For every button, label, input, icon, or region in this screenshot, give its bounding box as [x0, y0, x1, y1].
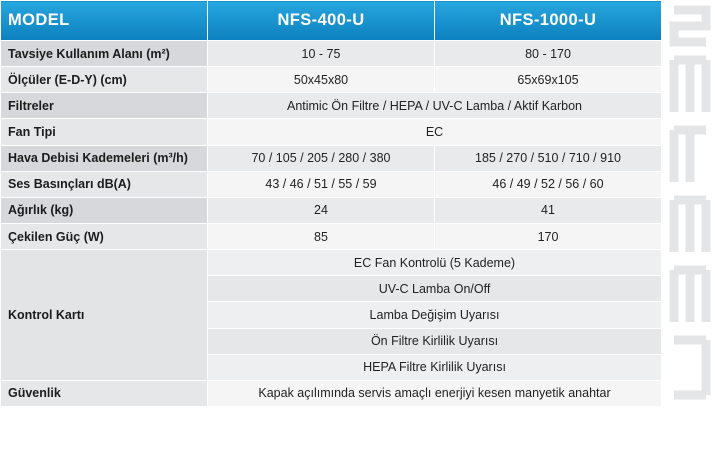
cell-value: 170 — [435, 223, 662, 249]
row-label: Ses Basınçları dB(A) — [1, 171, 208, 197]
cell-value: 80 - 170 — [435, 41, 662, 67]
header-model-nfs-400-u: NFS-400-U — [208, 1, 435, 41]
cell-value: 65x69x105 — [435, 67, 662, 93]
cell-value: 70 / 105 / 205 / 280 / 380 — [208, 145, 435, 171]
cell-value: 85 — [208, 223, 435, 249]
row-weight — [1, 197, 662, 223]
cell-value: 46 / 49 / 52 / 56 / 60 — [435, 171, 662, 197]
cell-value: 43 / 46 / 51 / 55 / 59 — [208, 171, 435, 197]
row-label: Tavsiye Kullanım Alanı (m²) — [1, 41, 208, 67]
row-dimensions — [1, 67, 662, 93]
row-label: Filtreler — [1, 93, 208, 119]
row-control-card — [1, 250, 662, 276]
cell-value: EC — [208, 119, 662, 145]
brand-watermark — [665, 0, 715, 448]
cell-value: 185 / 270 / 510 / 710 / 910 — [435, 145, 662, 171]
row-airflow — [1, 145, 662, 171]
row-power — [1, 223, 662, 249]
row-label: Çekilen Güç (W) — [1, 223, 208, 249]
cell-value: 41 — [435, 197, 662, 223]
cell-value: 10 - 75 — [208, 41, 435, 67]
header-model-nfs-1000-u: NFS-1000-U — [435, 1, 662, 41]
control-card-item: UV-C Lamba On/Off — [208, 276, 662, 302]
header-row — [1, 1, 662, 41]
row-label: Ağırlık (kg) — [1, 197, 208, 223]
brand-logo-vertical — [665, 0, 715, 448]
cell-value: Kapak açılımında servis amaçlı enerjiyi kesen manyetik anahtar — [208, 380, 662, 406]
row-safety — [1, 380, 662, 406]
row-sound-pressure — [1, 171, 662, 197]
row-fan-type — [1, 119, 662, 145]
cell-value: 24 — [208, 197, 435, 223]
cell-value: Antimic Ön Filtre / HEPA / UV-C Lamba / Aktif Karbon — [208, 93, 662, 119]
control-card-item: Lamba Değişim Uyarısı — [208, 302, 662, 328]
row-filters — [1, 93, 662, 119]
row-usage-area — [1, 41, 662, 67]
control-card-item: EC Fan Kontrolü (5 Kademe) — [208, 250, 662, 276]
row-label: Fan Tipi — [1, 119, 208, 145]
row-label: Güvenlik — [1, 380, 208, 406]
row-label: Hava Debisi Kademeleri (m³/h) — [1, 145, 208, 171]
control-card-item: HEPA Filtre Kirlilik Uyarısı — [208, 354, 662, 380]
cell-value: 50x45x80 — [208, 67, 435, 93]
row-label: Kontrol Kartı — [1, 250, 208, 381]
header-model-label: MODEL — [1, 1, 208, 41]
control-card-item: Ön Filtre Kirlilik Uyarısı — [208, 328, 662, 354]
row-label: Ölçüler (E-D-Y) (cm) — [1, 67, 208, 93]
